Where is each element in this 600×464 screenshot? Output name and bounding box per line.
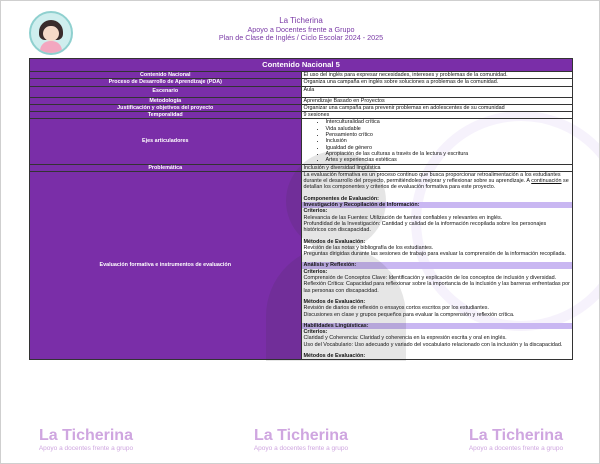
list-item: • Interculturalidad crítica xyxy=(326,119,571,125)
method-item: Revisión de las notas y bibliografía de los estudiantes. xyxy=(303,244,434,251)
row-label: Temporalidad xyxy=(30,112,302,119)
table-row xyxy=(30,112,573,119)
row-label: Metodología xyxy=(30,97,302,104)
methods-label: Métodos de Evaluación: xyxy=(303,238,366,245)
section-heading: Habilidades Lingüísticas: xyxy=(302,323,573,329)
table-title-row xyxy=(30,59,573,72)
row-value: Organiza una campaña en inglés sobre soluciones a problemas de la comunidad. xyxy=(301,79,573,86)
criteria-item: Uso del Vocabulario: Uso adecuado y variado del vocabulario relacionado con la inclusión y la discapacidad. xyxy=(303,341,563,348)
footer-brand xyxy=(226,427,376,453)
methods-label: Métodos de Evaluación: xyxy=(303,298,366,305)
row-value: Inclusión y diversidad lingüística xyxy=(301,164,573,171)
criteria-label: Criterios: xyxy=(303,268,328,275)
intro-link-text: continuación xyxy=(531,178,562,185)
header-title: La Ticherina xyxy=(279,16,323,25)
list-item: • Pensamiento crítico xyxy=(326,132,571,138)
footer-brand-name: La Ticherina xyxy=(469,427,563,444)
method-item: Discusiones en clase y grupos pequeños para evaluar la comprensión y reflexión crítica. xyxy=(303,311,515,318)
table-row xyxy=(30,104,573,111)
method-item: Preguntas dirigidas durante las sesiones de trabajo para evaluar la comprensión de la información recopilada. xyxy=(303,251,566,258)
row-label: Escenario xyxy=(30,86,302,97)
criteria-item: Profundidad de la Investigación: Cantidad y calidad de la información recopilada sobre los personajes históricos con discapacidad. xyxy=(303,220,547,234)
row-value: 9 sesiones xyxy=(301,112,573,119)
footer-brand xyxy=(441,427,591,453)
criteria-item: Relevancia de las Fuentes: Utilización de fuentes confiables y relevantes en inglés. xyxy=(303,214,503,221)
footer-brand-sub: Apoyo a docentes frente a grupo xyxy=(38,445,134,452)
list-item: • Vida saludable xyxy=(326,126,571,132)
table-row xyxy=(30,72,573,79)
row-label: Evaluación formativa e instrumentos de evaluación xyxy=(30,171,302,359)
row-value: Organizar una campaña para prevenir problemas en adolescentes de su comunidad xyxy=(301,104,573,111)
criteria-item: Claridad y Coherencia: Claridad y coherencia en la expresión escrita y oral en inglés. xyxy=(303,335,507,342)
header-plan: Plan de Clase de Inglés / Ciclo Escolar 2024 - 2025 xyxy=(218,33,384,43)
table-row xyxy=(30,171,573,359)
intro-text-end: se detallan los componentes y criterios de evaluación formativa para este proyecto. xyxy=(303,178,569,191)
table-row xyxy=(30,86,573,97)
criteria-item: Comprensión de Conceptos Clave: Identificación y explicación de los conceptos de inclusión y diversidad. xyxy=(303,275,557,282)
row-label: Proceso de Desarrollo de Aprendizaje (PDA) xyxy=(30,79,302,86)
methods-label: Métodos de Evaluación: xyxy=(303,352,366,359)
footer-brand-sub: Apoyo a docentes frente a grupo xyxy=(468,445,564,452)
criteria-item: Reflexión Crítica: Capacidad para reflexionar sobre la importancia de la inclusión y las barreras enfrentadas por las personas con discapacidad. xyxy=(303,281,570,294)
ejes-list xyxy=(304,119,571,163)
table-row xyxy=(30,164,573,171)
evaluation-cell xyxy=(301,171,573,359)
page-footer xyxy=(1,425,600,464)
plan-table-wrap xyxy=(29,58,573,360)
list-item: • Inclusión xyxy=(326,138,571,144)
row-value: Aprendizaje Basado en Proyectos xyxy=(301,97,573,104)
row-value xyxy=(301,119,573,164)
table-row xyxy=(30,79,573,86)
row-value: Aula xyxy=(301,86,573,97)
table-row xyxy=(30,97,573,104)
method-item: Revisión de diarios de reflexión o ensayos cortos escritos por los estudiantes. xyxy=(303,305,489,312)
section-heading: Investigación y Recopilación de Información: xyxy=(302,202,573,208)
evaluation-intro xyxy=(304,172,571,191)
footer-brand-name: La Ticherina xyxy=(39,427,133,444)
components-title: Componentes de Evaluación: xyxy=(303,195,379,202)
criteria-label: Criterios: xyxy=(303,208,328,215)
row-label: Problemática xyxy=(30,164,302,171)
page-header xyxy=(1,1,600,59)
intro-text: La evaluación formativa es un proceso continuo que busca proporcionar retroalimentación a los estudiantes durante el desarrollo del proyecto, permitiéndoles mejorar y reflexionar sobre su aprendizaje. A xyxy=(303,171,561,185)
section-heading: Análisis y Reflexión: xyxy=(302,262,573,268)
footer-brand-sub: Apoyo a docentes frente a grupo xyxy=(253,445,349,452)
row-value: El uso del inglés para expresar necesidades, intereses y problemas de la comunidad. xyxy=(301,72,573,79)
row-label: Ejes articuladores xyxy=(30,119,302,164)
table-row xyxy=(30,119,573,164)
header-subtitle: Apoyo a Docentes frente a Grupo xyxy=(247,24,355,34)
table-title: Contenido Nacional 5 xyxy=(30,59,573,72)
list-item: • Apropiación de las culturas a través de la lectura y escritura xyxy=(326,151,571,157)
row-label: Justificación y objetivos del proyecto xyxy=(30,104,302,111)
plan-table xyxy=(29,58,573,360)
footer-brand-name: La Ticherina xyxy=(254,427,348,444)
list-item: • Artes y experiencias estéticas xyxy=(326,157,571,163)
header-text xyxy=(1,17,600,43)
footer-brand xyxy=(11,427,161,453)
row-label: Contenido Nacional xyxy=(30,72,302,79)
criteria-label: Criterios: xyxy=(303,329,328,336)
list-item: • Igualdad de género xyxy=(326,145,571,151)
